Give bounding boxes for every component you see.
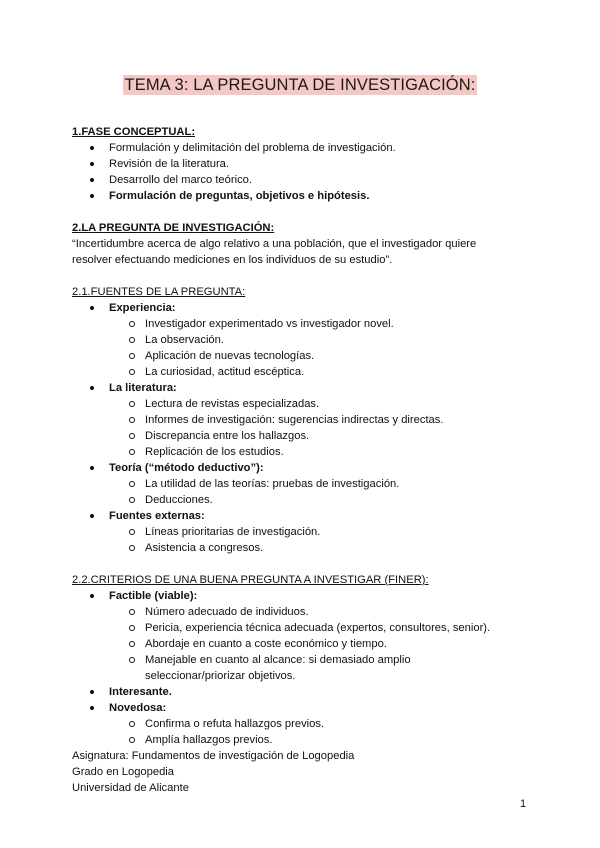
list-item: La utilidad de las teorías: pruebas de investigación.	[72, 476, 542, 492]
definition-quote-line: resolver efectuando mediciones en los individuos de su estudio”.	[72, 254, 393, 266]
list-item: La observación.	[72, 332, 542, 348]
list-item: Líneas prioritarias de investigación.	[72, 524, 542, 540]
page-title: TEMA 3: LA PREGUNTA DE INVESTIGACIÓN:	[124, 76, 476, 94]
teoria-sublist	[72, 476, 542, 508]
criterion-interesante: Interesante.	[72, 684, 542, 700]
section21-heading: 2.1.FUENTES DE LA PREGUNTA:	[72, 286, 246, 298]
document-body	[72, 124, 542, 748]
section1-list	[72, 140, 542, 204]
list-item: Abordaje en cuanto a coste económico y tiempo.	[72, 636, 542, 652]
list-item: Revisión de la literatura.	[72, 156, 542, 172]
footer-university: Universidad de Alicante	[72, 782, 189, 794]
list-item: Deducciones.	[72, 492, 542, 508]
list-item: Formulación de preguntas, objetivos e hipótesis.	[72, 188, 542, 204]
list-item: Discrepancia entre los hallazgos.	[72, 428, 542, 444]
list-item: Confirma o refuta hallazgos previos.	[72, 716, 542, 732]
list-item: Informes de investigación: sugerencias indirectas y directas.	[72, 412, 542, 428]
list-item	[72, 652, 542, 684]
source-experiencia: Experiencia:	[72, 300, 542, 316]
list-item: Aplicación de nuevas tecnologías.	[72, 348, 542, 364]
criterion-factible: Factible (viable):	[72, 588, 542, 604]
list-item: Investigador experimentado vs investigador novel.	[72, 316, 542, 332]
footer-subject: Asignatura: Fundamentos de investigación de Logopedia	[72, 750, 355, 762]
source-externas: Fuentes externas:	[72, 508, 542, 524]
title-wrapper	[0, 75, 600, 95]
list-item: La curiosidad, actitud escéptica.	[72, 364, 542, 380]
footer-degree: Grado en Logopedia	[72, 766, 175, 778]
section1-heading: 1.FASE CONCEPTUAL:	[72, 126, 196, 138]
page-number: 1	[520, 798, 527, 810]
novedosa-sublist	[72, 716, 542, 748]
list-item: Amplía hallazgos previos.	[72, 732, 542, 748]
list-item: Desarrollo del marco teórico.	[72, 172, 542, 188]
list-item: Número adecuado de individuos.	[72, 604, 542, 620]
list-item-line: Manejable en cuanto al alcance: si demasiado amplio	[145, 654, 411, 666]
source-literatura: La literatura:	[72, 380, 542, 396]
list-item: Pericia, experiencia técnica adecuada (expertos, consultores, senior).	[72, 620, 542, 636]
source-teoria: Teoría (“método deductivo”):	[72, 460, 542, 476]
list-item: Formulación y delimitación del problema de investigación.	[72, 140, 542, 156]
section2-heading: 2.LA PREGUNTA DE INVESTIGACIÓN:	[72, 222, 275, 234]
sources-list	[72, 300, 542, 316]
document-footer	[72, 748, 354, 796]
list-item: Replicación de los estudios.	[72, 444, 542, 460]
section22-heading: 2.2.CRITERIOS DE UNA BUENA PREGUNTA A INVESTIGAR (FINER):	[72, 574, 429, 586]
list-item-line: seleccionar/priorizar objetivos.	[145, 670, 296, 682]
factible-sublist	[72, 604, 542, 684]
externas-sublist	[72, 524, 542, 556]
definition-quote-line: “Incertidumbre acerca de algo relativo a una población, que el investigador quiere	[72, 238, 477, 250]
experiencia-sublist	[72, 316, 542, 380]
list-item: Asistencia a congresos.	[72, 540, 542, 556]
list-item: Lectura de revistas especializadas.	[72, 396, 542, 412]
literatura-sublist	[72, 396, 542, 460]
criterion-novedosa: Novedosa:	[72, 700, 542, 716]
